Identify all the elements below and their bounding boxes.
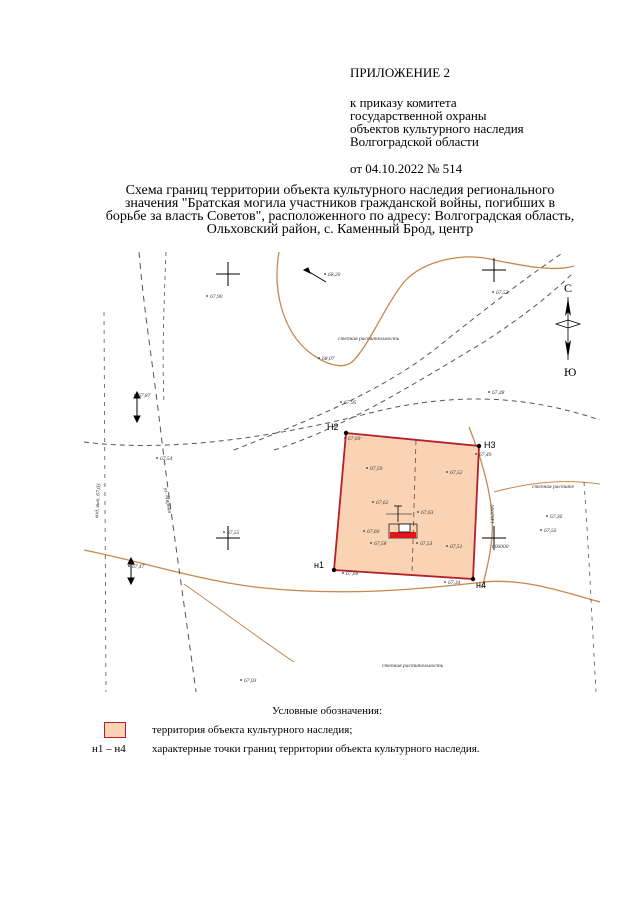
order-line: к приказу комитета [350,95,457,110]
elevation-label: 67,48 [492,390,505,396]
compass-icon [556,281,580,379]
elevation-label: 68,07 [322,356,335,362]
road-line [234,252,564,450]
elevation-dot [446,545,448,547]
elevation-label: 67,90 [210,294,223,300]
elevation-label: 67,53 [496,290,509,296]
elevation-label: 67,55 [227,530,240,536]
elevation-label: 67,03 [244,678,257,684]
elevation-dot [488,391,490,393]
elevation-dot [372,501,374,503]
steppe-label: степная растите [532,484,575,490]
n-arrow [128,268,326,584]
elevation-dot [206,295,208,297]
order-line: Волгоградской области [350,134,479,149]
elevation-label: 67,87 [138,393,151,399]
elevation-dot [546,515,548,517]
contour-line [184,584,294,662]
point-label-n2: Н2 [327,422,339,432]
elevation-dot [240,679,242,681]
elevation-dot [223,531,225,533]
elevation-dot [370,542,372,544]
legend-points-symbol: н1 – н4 [92,743,126,755]
elevation-dot [444,581,446,583]
title-line: Ольховский район, с. Каменный Брод, центр [206,222,474,237]
elevation-dot [128,565,130,567]
elevation-label: 67,54 [160,456,173,462]
elevation-label: 67,36 [550,514,563,520]
road-line [584,482,596,692]
legend-points-label: характерные точки границ территории объекта культурного наследия. [152,743,480,755]
elevation-label: 67,58 [374,541,387,547]
order-line: государственной охраны [350,108,487,123]
road-line [104,312,106,692]
steppe-label: степная растительность [382,663,444,669]
compass-north: С [564,281,573,295]
elevation-dot [324,273,326,275]
elevation-dot [344,437,346,439]
cultural-heritage-territory [334,433,479,579]
boundary-point-n2 [344,431,348,435]
elevation-dot [416,542,418,544]
elevation-label: 67,52 [450,470,463,476]
road-line [274,272,577,450]
boundary-point-n3 [477,444,481,448]
elevation-dot [134,394,136,396]
road-line [163,252,166,402]
elevation-dot [340,401,342,403]
side-label: 1402000 [490,504,496,524]
elevation-dot [342,572,344,574]
point-label-n4: н4 [476,580,486,590]
elevation-label: 67,62 [376,500,389,506]
grid-label: 606000 [492,544,509,550]
elevation-dot [318,357,320,359]
legend-territory-swatch [104,722,126,738]
elevation-label: 67,63 [421,510,434,516]
point-label-n3: Н3 [484,440,496,450]
elevation-dot [366,467,368,469]
elevation-dot [417,511,419,513]
order-date: от 04.10.2022 № 514 [350,161,463,176]
elevation-dot [446,471,448,473]
compass-south: Ю [564,365,577,379]
elevation-label: 68,20 [328,272,341,278]
order-reference [350,96,524,148]
elevation-label: 67,34 [448,580,461,586]
boundary-point-n4 [471,577,475,581]
scheme-title [40,184,640,236]
elevation-label: 67,66 [346,571,359,577]
street-label: ул. Мирная [162,487,173,514]
elevation-label: 67,69 [348,436,361,442]
title-line: значения "Братская могила участников гражданской войны, погибших в [124,196,556,211]
title-line: борьбе за власть Советов", расположенного по адресу: Волгоградская область, [105,209,575,224]
elevation-label: 67,49 [479,452,492,458]
elevation-label: 67,47 [132,564,145,570]
legend-title: Условные обозначения: [272,705,383,717]
elevation-dot [363,530,365,532]
elevation-dot [475,453,477,455]
elevation-label: 67,95 [344,400,357,406]
order-line: объектов культурного наследия [350,121,524,136]
elevation-label: 67,53 [420,541,433,547]
elevation-dot [156,457,158,459]
elevation-label: 67,59 [370,466,383,472]
steppe-label: степная растительность [338,336,400,342]
elevation-dot [540,529,542,531]
appendix-title: ПРИЛОЖЕНИЕ 2 [350,65,450,80]
title-line: Схема границ территории объекта культурного наследия регионального [125,183,555,198]
contour-line [277,252,574,366]
boundary-point-n1 [332,568,336,572]
point-label-n1: н1 [314,560,324,570]
elevation-dot [492,291,494,293]
boundary-map [84,252,600,692]
side-label: вод. вып. 67,03 [94,483,103,519]
elevation-label: 67,56 [544,528,557,534]
legend-territory-label: территория объекта культурного наследия; [152,724,353,736]
road-line [139,252,196,692]
elevation-label: 67,51 [450,544,463,550]
elevation-label: 67,60 [367,529,380,535]
